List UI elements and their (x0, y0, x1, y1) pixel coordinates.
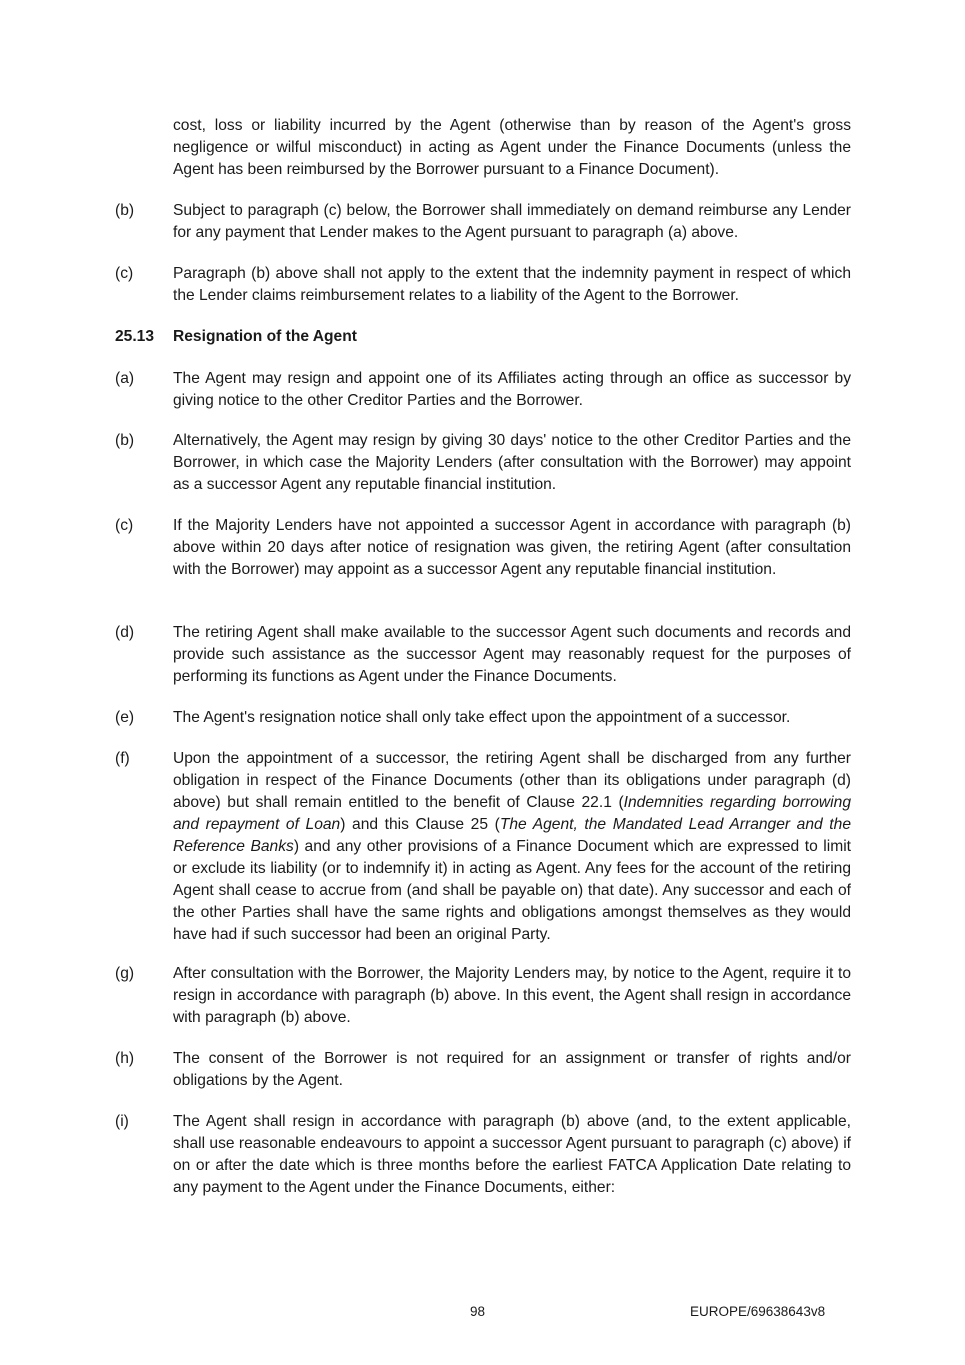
paragraph-text: Upon the appointment of a successor, the retiring Agent shall be discharged from any further obligation in respect of the Finance Documents (other than its obligations under paragraph (d) above) but shall remain entitled to the benefit of Clause 22.1 (Indemnities regarding borrowing and repayment of Loan) and this Clause 25 (The Agent, the Mandated Lead Arranger and the Reference Banks) and any other provisions of a Finance Document which are expressed to limit or exclude its liability (or to indemnify it) in acting as Agent. Any fees for the account of the retiring Agent shall cease to accrue from (and shall be payable on) that date). Any successor and each of the other Parties shall have the same rights and obligations amongst themselves as they would have had if such successor had been an original Party. (173, 750, 851, 943)
paragraph-text: Paragraph (b) above shall not apply to the extent that the indemnity payment in respect of which the Lender claims reimbursement relates to a liability of the Agent to the Borrower. (173, 265, 851, 304)
paragraph-a (115, 368, 851, 412)
paragraph-label: (g) (115, 965, 135, 982)
section-number: 25.13 (115, 328, 155, 345)
paragraph-g (115, 963, 851, 1029)
paragraph-text: The Agent's resignation notice shall only take effect upon the appointment of a successor. (173, 709, 791, 726)
paragraph-text: The retiring Agent shall make available to the successor Agent such documents and records and provide such assistance as the successor Agent may reasonably request for the purposes of performing its functions as Agent under the Finance Documents. (173, 624, 851, 685)
section-title: Resignation of the Agent (173, 328, 357, 345)
paragraph-label: (h) (115, 1050, 135, 1067)
paragraph-text: If the Majority Lenders have not appointed a successor Agent in accordance with paragraph (b) above within 20 days after notice of resignation was given, the retiring Agent (after consultation with the Borrower) may appoint as a successor Agent any reputable financial institution. (173, 517, 851, 578)
paragraph-label: (f) (115, 750, 130, 767)
continuation-text: cost, loss or liability incurred by the Agent (otherwise than by reason of the Agent's gross negligence or wilful misconduct) in acting as Agent under the Finance Documents (unless the Agent has been reimbursed by the Borrower pursuant to a Finance Document). (173, 117, 851, 178)
paragraph-label: (c) (115, 517, 134, 534)
paragraph-text: After consultation with the Borrower, the Majority Lenders may, by notice to the Agent, require it to resign in accordance with paragraph (b) above. In this event, the Agent shall resign in accordance with paragraph (b) above. (173, 965, 851, 1026)
paragraph-label: (e) (115, 709, 135, 726)
paragraph-pre-b (115, 200, 851, 244)
page-number: 98 (470, 1304, 486, 1319)
paragraph-c (115, 515, 851, 581)
paragraph-label: (i) (115, 1113, 129, 1130)
paragraph-pre-c (115, 263, 851, 307)
paragraph-text: Subject to paragraph (c) below, the Borrower shall immediately on demand reimburse any Lender for any payment that Lender makes to the Agent pursuant to paragraph (a) above. (173, 202, 851, 241)
section-heading (115, 326, 357, 348)
paragraph-text: Alternatively, the Agent may resign by giving 30 days' notice to the other Creditor Parties and the Borrower, in which case the Majority Lenders (after consultation with the Borrower) may appoint as a successor Agent any reputable financial institution. (173, 432, 851, 493)
clause-reference-italic: The Agent, the Mandated Lead Arranger and the Reference Banks (173, 816, 851, 855)
paragraph-f (115, 748, 851, 946)
paragraph-h (115, 1048, 851, 1092)
document-reference: EUROPE/69638643v8 (690, 1304, 826, 1319)
paragraph-text: The consent of the Borrower is not required for an assignment or transfer of rights and/or obligations by the Agent. (173, 1050, 851, 1089)
paragraph-e (115, 707, 851, 729)
paragraph-label: (c) (115, 265, 134, 282)
paragraph-text: The Agent may resign and appoint one of its Affiliates acting through an office as successor by giving notice to the other Creditor Parties and the Borrower. (173, 370, 851, 409)
paragraph-b (115, 430, 851, 496)
paragraph-label: (a) (115, 370, 135, 387)
paragraph-label: (b) (115, 202, 135, 219)
paragraph-label: (b) (115, 432, 135, 449)
paragraph-text: The Agent shall resign in accordance with paragraph (b) above (and, to the extent applicable, shall use reasonable endeavours to appoint a successor Agent pursuant to paragraph (c) above) if on or after the date which is three months before the earliest FATCA Application Date relating to any payment to the Agent under the Finance Documents, either: (173, 1113, 851, 1196)
paragraph-d (115, 622, 851, 688)
paragraph-i (115, 1111, 851, 1199)
paragraph-label: (d) (115, 624, 135, 641)
clause-reference-italic: Indemnities regarding borrowing and repayment of Loan (173, 794, 851, 833)
